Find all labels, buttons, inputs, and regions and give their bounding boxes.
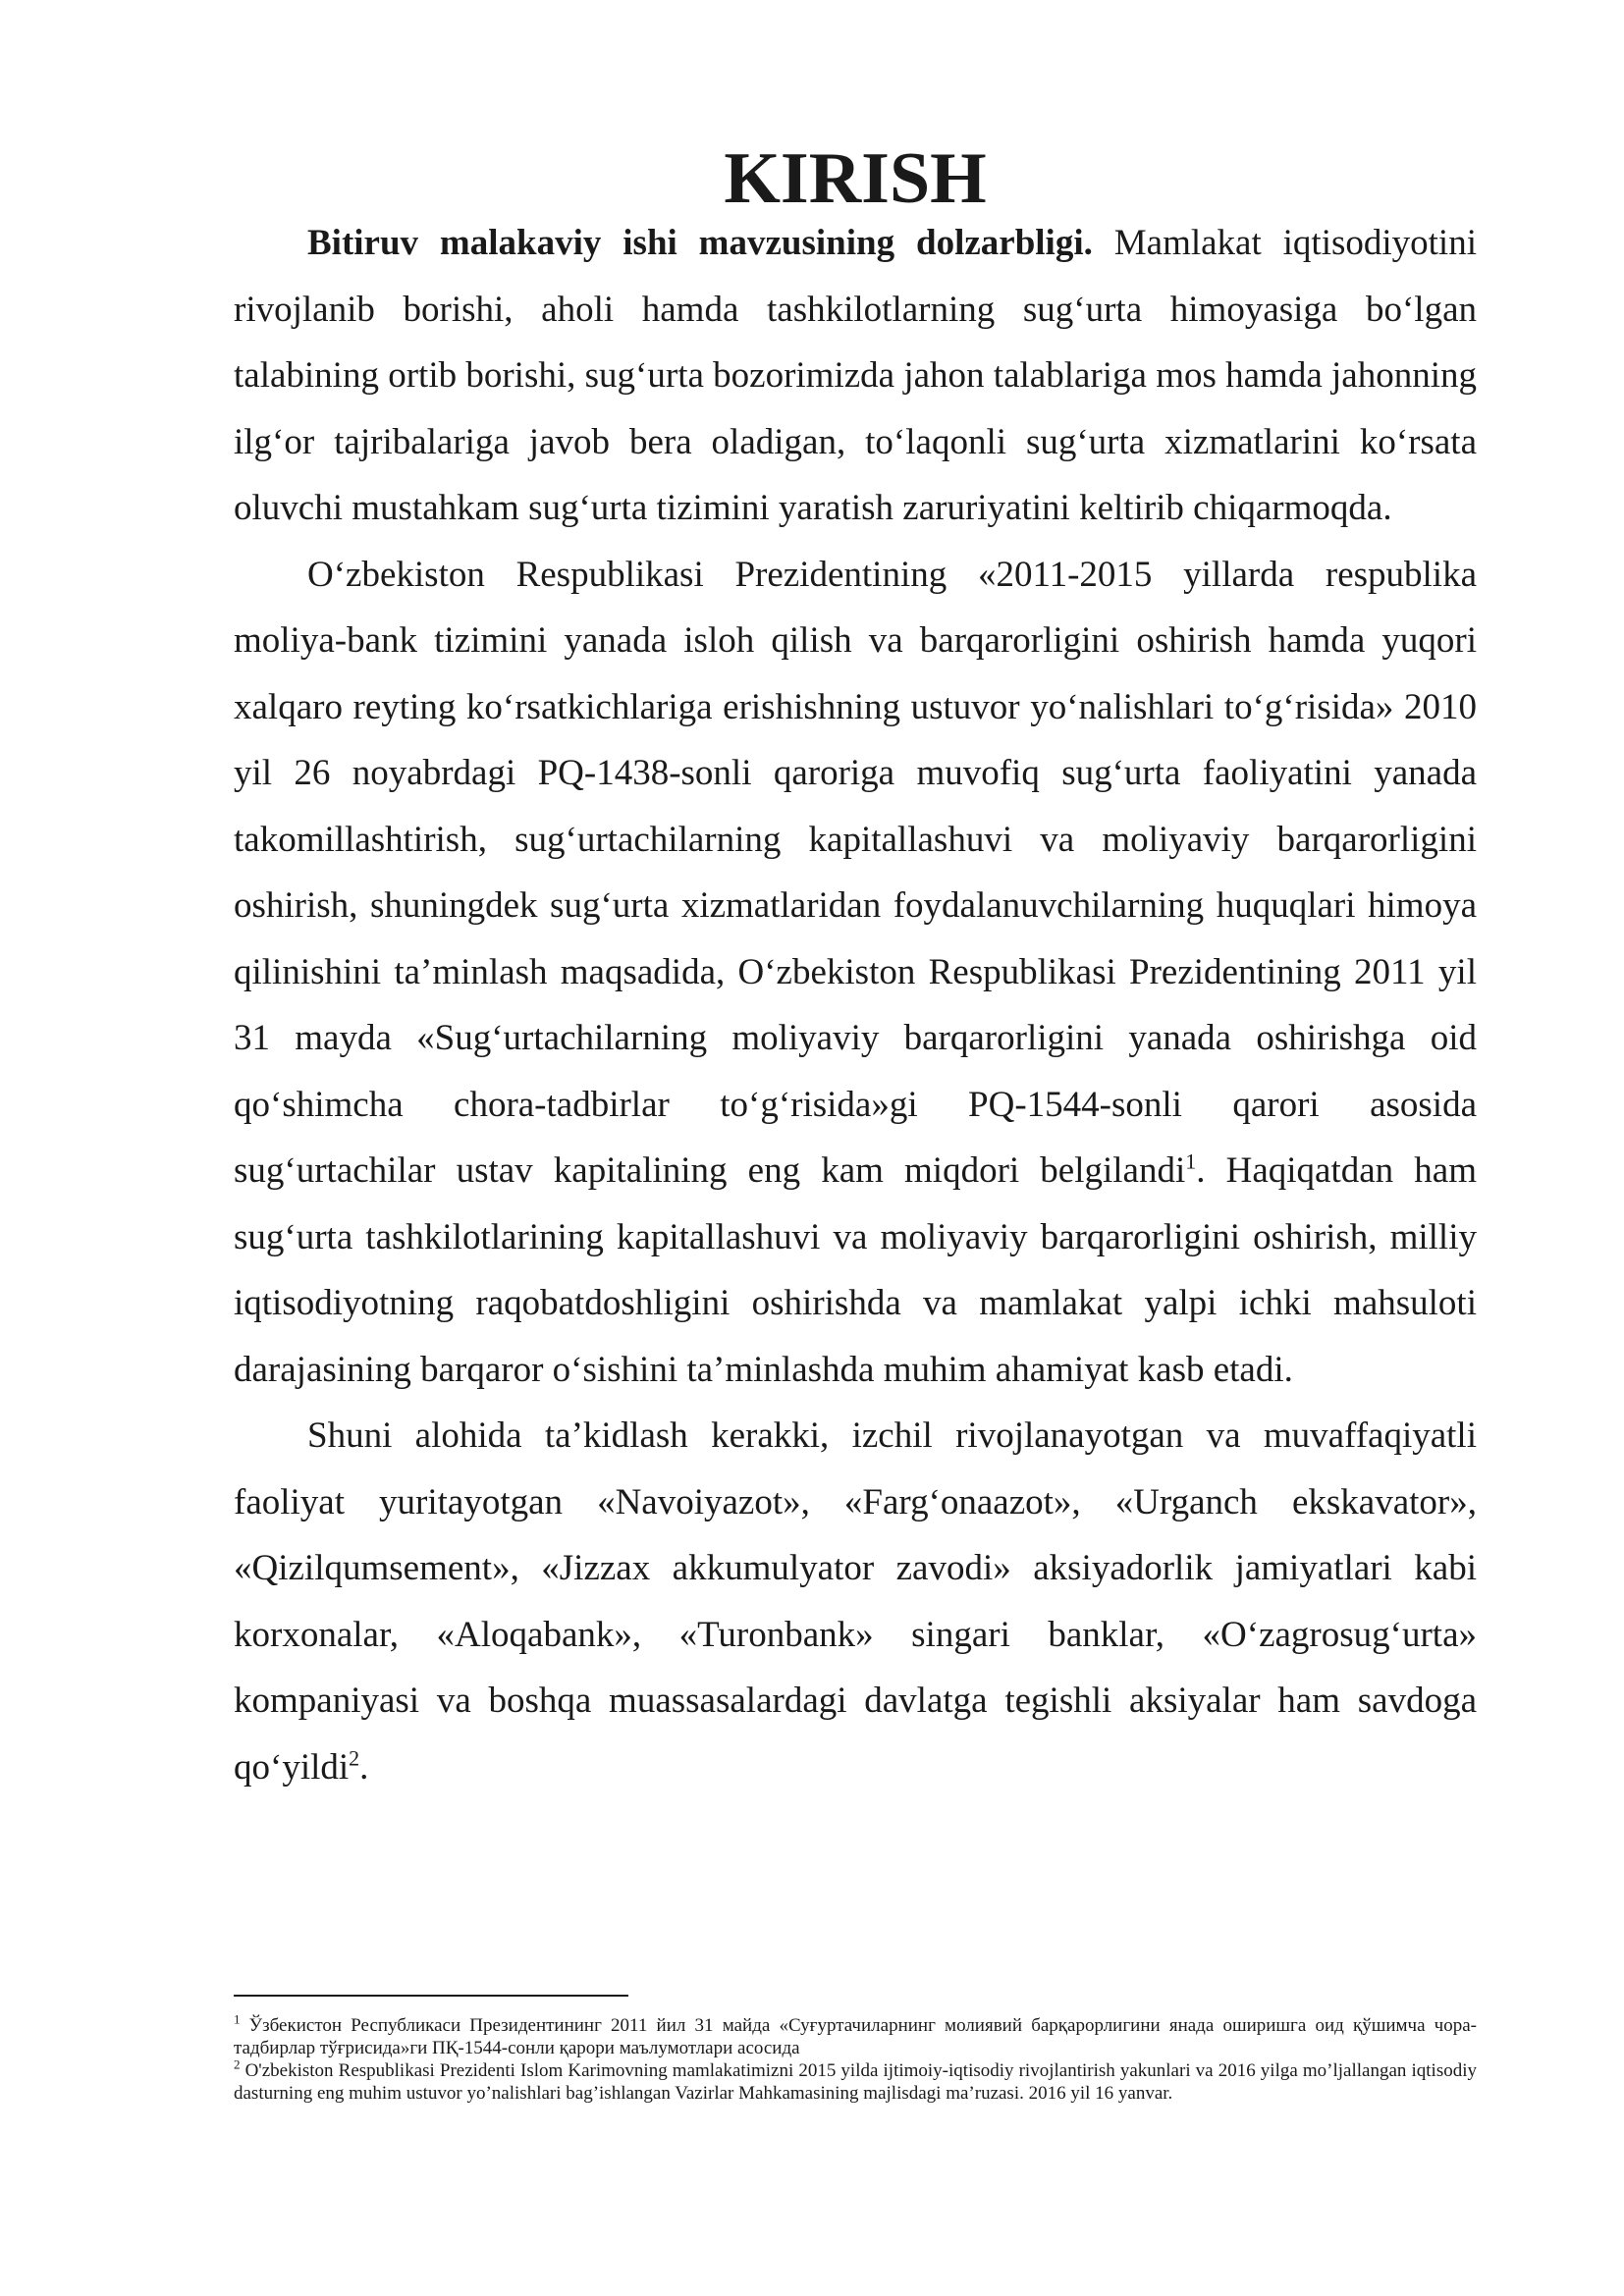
footnote-text: Ўзбекистон Республикаси Президентининг 2011 йил 31 майда «Суғуртачиларнинг молиявий барқарорлигини янада оширишга оид қўшимча чора-тадбирлар тўғрисида»ги ПҚ-1544-сонли қарори маълумотлари асосида [234, 2015, 1477, 2058]
page-title: KIRISH [724, 138, 987, 219]
footnote-reference[interactable]: 1 [1185, 1148, 1197, 1174]
paragraph-text: Mamlakat iqtisodiyotini rivojlanib borishi, aholi hamda tashkilotlarning sug‘urta himoyasiga bo‘lgan talabining ortib borishi, sug‘urta bozorimizda jahon talablariga mos hamda jahonning ilg‘or tajribalariga javob bera oladigan, to‘laqonli sug‘urta xizmatlarini ko‘rsata oluvchi mustahkam sug‘urta tizimini yaratish zaruriyatini keltirib chiqarmoqda. [234, 223, 1477, 528]
footnote-text: O'zbekiston Respublikasi Prezidenti Islom Karimovning mamlakatimizni 2015 yilda ijtimoiy-iqtisodiy rivojlantirish yakunlari va 2016 yilga mo’ljallangan iqtisodiy dasturning eng muhim ustuvor yo’nalishlari bag’ishlangan Vazirlar Mahkamasining majlisdagi ma’ruzasi. 2016 yil 16 yanvar. [234, 2060, 1477, 2104]
paragraph-text: . [359, 1746, 369, 1788]
relevance-heading: Bitiruv malakaviy ishi mavzusining dolzarbligi. [307, 223, 1093, 263]
paragraph-text: O‘zbekiston Respublikasi Prezidentining «2011-2015 yillarda respublika moliya-bank tizimini yanada isloh qilish va barqarorligini oshirish hamda yuqori xalqaro reyting ko‘rsatkichlariga erishishning ustuvor yo‘nalishlari to‘g‘risida» 2010 yil 26 noyabrdagi PQ-1438-sonli qaroriga muvofiq sug‘urta faoliyatini yanada takomillashtirish, sug‘urtachilarning kapitallashuvi va moliyaviy barqarorligini oshirish, shuningdek sug‘urta xizmatlaridan foydalanuvchilarning huquqlari himoya qilinishini ta’minlash maqsadida, O‘zbekiston Respublikasi Prezidentining 2011 yil 31 mayda «Sug‘urtachilarning moliyaviy barqarorligini yanada oshirishga oid qo‘shimcha chora-tadbirlar to‘g‘risida»gi PQ-1544-sonli qarori asosida sug‘urtachilar ustav kapitalining eng kam miqdori belgilandi [234, 554, 1477, 1191]
main-text [234, 138, 1477, 1800]
footnote-1 [234, 2011, 1477, 2059]
paragraph-text: Shuni alohida ta’kidlash kerakki, izchil rivojlanayotgan va muvaffaqiyatli faoliyat yuritayotgan «Navoiyazot», «Farg‘onaazot», «Urganch ekskavator», «Qizilqumsement», «Jizzax akkumulyator zavodi» aksiyadorlik jamiyatlari kabi korxonalar, «Aloqabank», «Turonbank» singari banklar, «O‘zagrosug‘urta» kompaniyasi va boshqa muassasalardagi davlatga tegishli aksiyalar ham savdoga qo‘yildi [234, 1415, 1477, 1788]
paragraph-relevance [234, 210, 1477, 542]
footnote-separator [234, 1995, 628, 1997]
paragraph-shares [234, 1403, 1477, 1800]
footnote-2 [234, 2056, 1477, 2105]
footnote-reference[interactable]: 2 [349, 1745, 360, 1771]
footnotes [234, 2011, 1477, 2105]
footnote-mark: 2 [234, 2056, 241, 2072]
paragraph-text: . Haqiqatdan ham sug‘urta tashkilotlarining kapitallashuvi va moliyaviy barqarorligini oshirish, milliy iqtisodiyotning raqobatdoshligini oshirishda va mamlakat yalpi ichki mahsuloti darajasining barqaror o‘sishini ta’minlashda muhim ahamiyat kasb etadi. [234, 1150, 1477, 1390]
footnote-mark: 1 [234, 2011, 241, 2027]
paragraph-decrees [234, 542, 1477, 1404]
